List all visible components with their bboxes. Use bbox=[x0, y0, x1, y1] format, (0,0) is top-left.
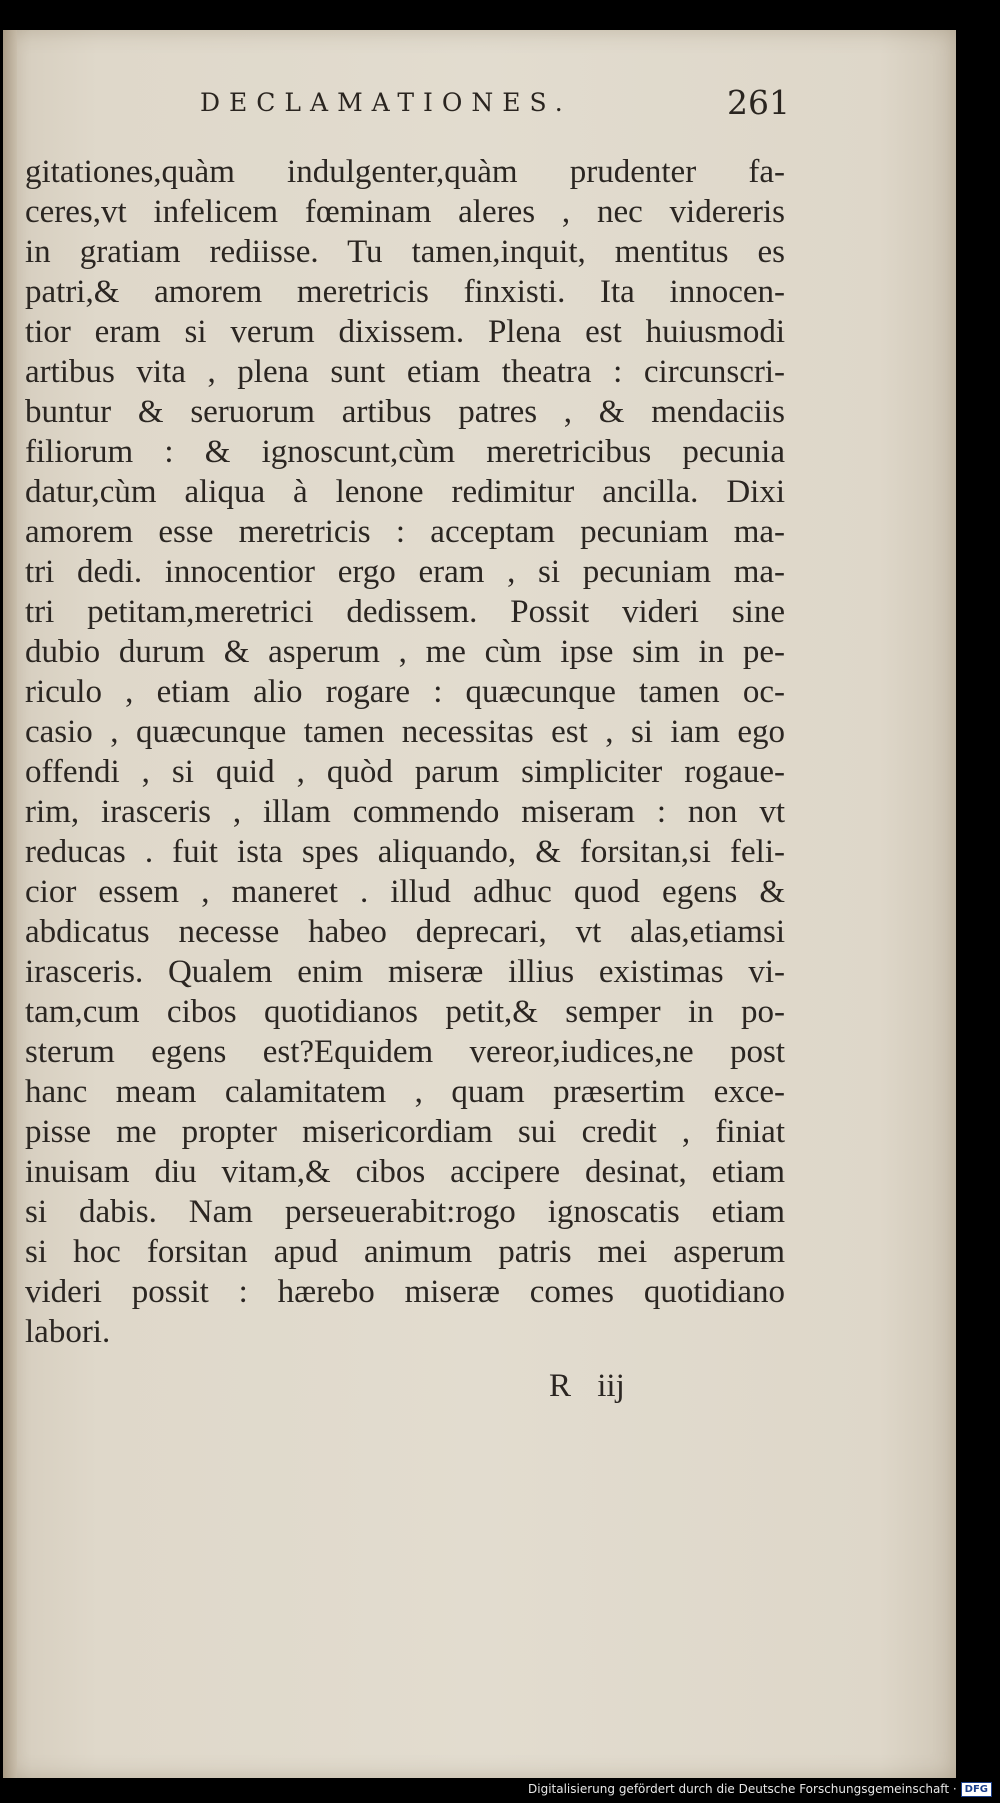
text-line: offendi , si quid , quòd parum simpliciter rogaue- bbox=[25, 754, 785, 790]
text-line: in gratiam rediisse. Tu tamen,inquit, mentitus es bbox=[25, 234, 785, 270]
text-line: irasceris. Qualem enim miseræ illius existimas vi- bbox=[25, 954, 785, 990]
text-line: buntur & seruorum artibus patres , & mendaciis bbox=[25, 394, 785, 430]
text-line: artibus vita , plena sunt etiam theatra : circunscri- bbox=[25, 354, 785, 390]
running-head: DECLAMATIONES. bbox=[200, 88, 572, 117]
text-line: rim, irasceris , illam commendo miseram : non vt bbox=[25, 794, 785, 830]
text-line: amorem esse meretricis : acceptam pecuniam ma- bbox=[25, 514, 785, 550]
text-line: reducas . fuit ista spes aliquando, & forsitan,si feli- bbox=[25, 834, 785, 870]
text-line: ceres,vt infelicem fœminam aleres , nec videreris bbox=[25, 194, 785, 230]
text-line: tri dedi. innocentior ergo eram , si pecuniam ma- bbox=[25, 554, 785, 590]
text-line: tri petitam,meretrici dedissem. Possit videri sine bbox=[25, 594, 785, 630]
digitization-credit bbox=[528, 1779, 992, 1799]
text-line: videri possit : hærebo miseræ comes quotidiano bbox=[25, 1274, 785, 1310]
body-text bbox=[25, 152, 785, 1352]
text-line: sterum egens est?Equidem vereor,iudices,ne post bbox=[25, 1034, 785, 1070]
page-gutter-edge bbox=[3, 30, 17, 1778]
text-line: riculo , etiam alio rogare : quæcunque tamen oc- bbox=[25, 674, 785, 710]
text-line: pisse me propter misericordiam sui credit , finiat bbox=[25, 1114, 785, 1150]
text-line: labori. bbox=[25, 1314, 111, 1350]
text-line: si dabis. Nam perseuerabit:rogo ignoscatis etiam bbox=[25, 1194, 785, 1230]
credit-text: Digitalisierung gefördert durch die Deutsche Forschungsgemeinschaft · bbox=[528, 1782, 957, 1796]
signature-mark: R iij bbox=[549, 1368, 625, 1404]
text-line: tam,cum cibos quotidianos petit,& semper in po- bbox=[25, 994, 785, 1030]
text-line: inuisam diu vitam,& cibos accipere desinat, etiam bbox=[25, 1154, 785, 1190]
text-line: filiorum : & ignoscunt,cùm meretricibus pecunia bbox=[25, 434, 785, 470]
page-number: 261 bbox=[727, 83, 790, 122]
text-line: patri,& amorem meretricis finxisti. Ita innocen- bbox=[25, 274, 785, 310]
dfg-logo: DFG bbox=[961, 1782, 992, 1797]
text-line: si hoc forsitan apud animum patris mei asperum bbox=[25, 1234, 785, 1270]
text-line: cior essem , maneret . illud adhuc quod egens & bbox=[25, 874, 785, 910]
text-line: casio , quæcunque tamen necessitas est , si iam ego bbox=[25, 714, 785, 750]
text-line: gitationes,quàm indulgenter,quàm prudenter fa- bbox=[25, 154, 785, 190]
text-line: datur,cùm aliqua à lenone redimitur ancilla. Dixi bbox=[25, 474, 785, 510]
text-line: hanc meam calamitatem , quam præsertim exce- bbox=[25, 1074, 785, 1110]
text-line: tior eram si verum dixissem. Plena est huiusmodi bbox=[25, 314, 785, 350]
text-line: abdicatus necesse habeo deprecari, vt alas,etiamsi bbox=[25, 914, 785, 950]
text-line: dubio durum & asperum , me cùm ipse sim in pe- bbox=[25, 634, 785, 670]
page-header bbox=[200, 75, 790, 131]
